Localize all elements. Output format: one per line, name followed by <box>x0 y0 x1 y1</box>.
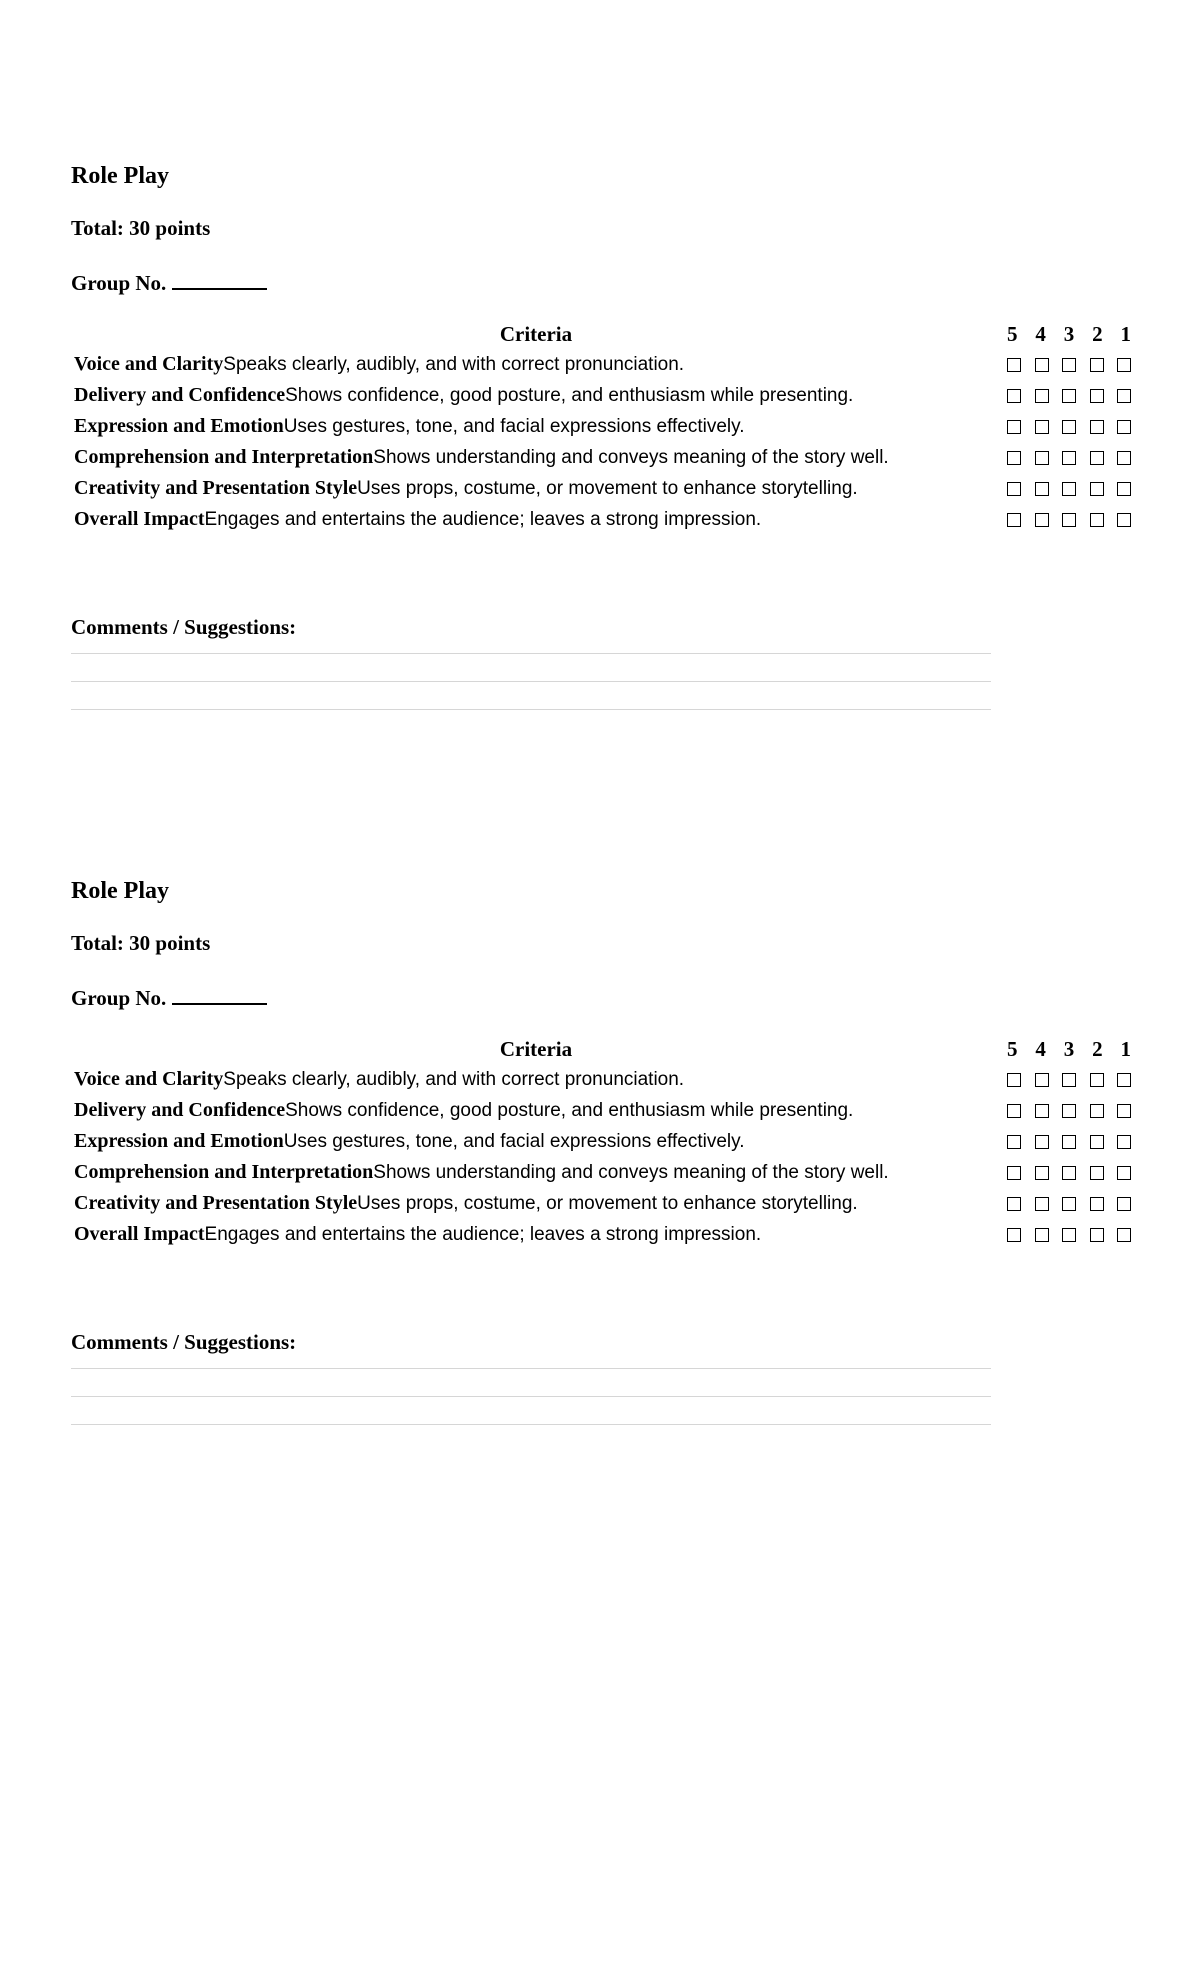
criterion-name: Delivery and Confidence <box>74 384 286 406</box>
score-header-3: 3 <box>1063 1037 1075 1061</box>
score-3-checkbox[interactable] <box>1062 1135 1076 1149</box>
score-2-checkbox[interactable] <box>1090 1104 1104 1118</box>
comments-label: Comments / Suggestions: <box>71 1330 297 1354</box>
score-1-checkbox[interactable] <box>1117 451 1131 465</box>
criterion-text <box>71 349 971 380</box>
rubric-header <box>71 1034 1131 1064</box>
criterion-name: Voice and Clarity <box>74 1068 224 1090</box>
criteria-header: Criteria <box>499 1037 573 1061</box>
criterion-desc: Uses props, costume, or movement to enhance storytelling. <box>357 1193 858 1214</box>
comment-line[interactable] <box>71 653 991 654</box>
score-4-checkbox[interactable] <box>1035 451 1049 465</box>
score-1-checkbox[interactable] <box>1117 1073 1131 1087</box>
score-3-checkbox[interactable] <box>1062 1197 1076 1211</box>
group-number <box>71 984 1131 1012</box>
score-header-4: 4 <box>1035 322 1046 346</box>
score-4-checkbox[interactable] <box>1035 1166 1049 1180</box>
criterion-row <box>71 349 1131 380</box>
score-header-1: 1 <box>1120 322 1131 346</box>
comment-line[interactable] <box>71 1368 991 1369</box>
score-3-checkbox[interactable] <box>1062 389 1076 403</box>
score-1-checkbox[interactable] <box>1117 1104 1131 1118</box>
score-3-checkbox[interactable] <box>1062 1228 1076 1242</box>
score-1-checkbox[interactable] <box>1117 1166 1131 1180</box>
rubric-section-2 <box>71 875 1131 1425</box>
criterion-desc: Uses gestures, tone, and facial expressions effectively. <box>283 416 745 437</box>
score-checkboxes <box>1007 1166 1131 1180</box>
score-4-checkbox[interactable] <box>1035 482 1049 496</box>
comment-line[interactable] <box>71 709 991 710</box>
group-label: Group No. <box>71 986 167 1010</box>
score-checkboxes <box>1007 482 1131 496</box>
score-checkboxes <box>1007 1135 1131 1149</box>
score-1-checkbox[interactable] <box>1117 420 1131 434</box>
score-2-checkbox[interactable] <box>1090 451 1104 465</box>
score-2-checkbox[interactable] <box>1090 1197 1104 1211</box>
criterion-desc: Shows confidence, good posture, and enthusiasm while presenting. <box>285 385 854 406</box>
criterion-text <box>71 1219 971 1250</box>
section-title: Role Play <box>71 878 169 904</box>
comment-line[interactable] <box>71 681 991 682</box>
criterion-text <box>71 1126 971 1157</box>
group-number-blank[interactable] <box>172 985 267 1005</box>
total-points: Total: 30 points <box>71 216 211 240</box>
score-checkboxes <box>1007 358 1131 372</box>
score-4-checkbox[interactable] <box>1035 1104 1049 1118</box>
score-5-checkbox[interactable] <box>1007 1104 1021 1118</box>
score-2-checkbox[interactable] <box>1090 1166 1104 1180</box>
criterion-name: Creativity and Presentation Style <box>74 477 358 499</box>
criterion-row <box>71 1188 1131 1219</box>
criterion-text <box>71 1157 971 1188</box>
criterion-text <box>71 442 971 473</box>
criterion-desc: Speaks clearly, audibly, and with correct pronunciation. <box>223 1069 685 1090</box>
score-3-checkbox[interactable] <box>1062 1073 1076 1087</box>
score-3-checkbox[interactable] <box>1062 1166 1076 1180</box>
score-header-2: 2 <box>1092 322 1103 346</box>
criterion-row <box>71 411 1131 442</box>
criterion-text <box>71 411 971 442</box>
criterion-desc: Uses props, costume, or movement to enhance storytelling. <box>357 478 858 499</box>
comment-line[interactable] <box>71 1396 991 1397</box>
criterion-row <box>71 1064 1131 1095</box>
score-2-checkbox[interactable] <box>1090 1135 1104 1149</box>
score-2-checkbox[interactable] <box>1090 1073 1104 1087</box>
criterion-row <box>71 1219 1131 1250</box>
score-5-checkbox[interactable] <box>1007 420 1021 434</box>
score-1-checkbox[interactable] <box>1117 389 1131 403</box>
comment-line[interactable] <box>71 1424 991 1425</box>
criterion-desc: Engages and entertains the audience; leaves a strong impression. <box>204 1224 762 1245</box>
score-5-checkbox[interactable] <box>1007 513 1021 527</box>
score-1-checkbox[interactable] <box>1117 513 1131 527</box>
score-3-checkbox[interactable] <box>1062 451 1076 465</box>
rubric-table <box>71 319 1131 535</box>
criterion-text <box>71 504 971 535</box>
comments-label: Comments / Suggestions: <box>71 615 297 639</box>
score-2-checkbox[interactable] <box>1090 389 1104 403</box>
score-5-checkbox[interactable] <box>1007 1073 1021 1087</box>
criterion-name: Comprehension and Interpretation <box>74 446 374 468</box>
criterion-text <box>71 1064 971 1095</box>
score-1-checkbox[interactable] <box>1117 482 1131 496</box>
section-title: Role Play <box>71 163 169 189</box>
score-5-checkbox[interactable] <box>1007 482 1021 496</box>
score-header-5: 5 <box>1007 322 1018 346</box>
score-header-3: 3 <box>1063 322 1075 346</box>
score-header-2: 2 <box>1092 1037 1103 1061</box>
criterion-name: Delivery and Confidence <box>74 1099 286 1121</box>
score-3-checkbox[interactable] <box>1062 1104 1076 1118</box>
score-headers <box>1007 1034 1131 1064</box>
score-4-checkbox[interactable] <box>1035 1228 1049 1242</box>
criterion-text <box>71 1188 971 1219</box>
criterion-text <box>71 1095 971 1126</box>
score-checkboxes <box>1007 1073 1131 1087</box>
score-checkboxes <box>1007 1228 1131 1242</box>
score-2-checkbox[interactable] <box>1090 420 1104 434</box>
criterion-row <box>71 473 1131 504</box>
score-4-checkbox[interactable] <box>1035 389 1049 403</box>
score-4-checkbox[interactable] <box>1035 1073 1049 1087</box>
criterion-name: Expression and Emotion <box>74 415 284 437</box>
score-4-checkbox[interactable] <box>1035 358 1049 372</box>
score-4-checkbox[interactable] <box>1035 513 1049 527</box>
criterion-row <box>71 1126 1131 1157</box>
score-3-checkbox[interactable] <box>1062 482 1076 496</box>
group-number <box>71 269 1131 297</box>
score-3-checkbox[interactable] <box>1062 358 1076 372</box>
score-5-checkbox[interactable] <box>1007 451 1021 465</box>
score-1-checkbox[interactable] <box>1117 358 1131 372</box>
score-checkboxes <box>1007 389 1131 403</box>
criterion-name: Overall Impact <box>74 1223 205 1245</box>
score-3-checkbox[interactable] <box>1062 420 1076 434</box>
criterion-desc: Shows understanding and conveys meaning of the story well. <box>373 447 889 468</box>
score-5-checkbox[interactable] <box>1007 1166 1021 1180</box>
rubric-section-1 <box>71 160 1131 710</box>
rubric-header <box>71 319 1131 349</box>
criterion-row <box>71 380 1131 411</box>
score-checkboxes <box>1007 1104 1131 1118</box>
criterion-row <box>71 442 1131 473</box>
criterion-desc: Shows confidence, good posture, and enthusiasm while presenting. <box>285 1100 854 1121</box>
criterion-desc: Speaks clearly, audibly, and with correct pronunciation. <box>223 354 685 375</box>
score-checkboxes <box>1007 420 1131 434</box>
score-checkboxes <box>1007 513 1131 527</box>
score-5-checkbox[interactable] <box>1007 389 1021 403</box>
criterion-row <box>71 1157 1131 1188</box>
score-5-checkbox[interactable] <box>1007 1228 1021 1242</box>
criterion-desc: Uses gestures, tone, and facial expressions effectively. <box>283 1131 745 1152</box>
criteria-header: Criteria <box>499 322 573 346</box>
total-points: Total: 30 points <box>71 931 211 955</box>
score-checkboxes <box>1007 451 1131 465</box>
score-5-checkbox[interactable] <box>1007 1197 1021 1211</box>
criterion-name: Comprehension and Interpretation <box>74 1161 374 1183</box>
criterion-row <box>71 504 1131 535</box>
score-3-checkbox[interactable] <box>1062 513 1076 527</box>
criterion-text <box>71 380 971 411</box>
criterion-desc: Shows understanding and conveys meaning of the story well. <box>373 1162 889 1183</box>
score-4-checkbox[interactable] <box>1035 1135 1049 1149</box>
score-4-checkbox[interactable] <box>1035 420 1049 434</box>
score-headers <box>1007 319 1131 349</box>
criterion-name: Overall Impact <box>74 508 205 530</box>
score-2-checkbox[interactable] <box>1090 482 1104 496</box>
score-2-checkbox[interactable] <box>1090 1228 1104 1242</box>
criterion-name: Voice and Clarity <box>74 353 224 375</box>
criterion-row <box>71 1095 1131 1126</box>
criterion-desc: Engages and entertains the audience; leaves a strong impression. <box>204 509 762 530</box>
score-checkboxes <box>1007 1197 1131 1211</box>
criterion-name: Expression and Emotion <box>74 1130 284 1152</box>
rubric-table <box>71 1034 1131 1250</box>
score-1-checkbox[interactable] <box>1117 1197 1131 1211</box>
score-5-checkbox[interactable] <box>1007 1135 1021 1149</box>
score-header-5: 5 <box>1007 1037 1018 1061</box>
criterion-text <box>71 473 971 504</box>
score-2-checkbox[interactable] <box>1090 358 1104 372</box>
score-4-checkbox[interactable] <box>1035 1197 1049 1211</box>
score-2-checkbox[interactable] <box>1090 513 1104 527</box>
score-1-checkbox[interactable] <box>1117 1228 1131 1242</box>
score-header-4: 4 <box>1035 1037 1046 1061</box>
group-number-blank[interactable] <box>172 270 267 290</box>
score-header-1: 1 <box>1120 1037 1131 1061</box>
score-5-checkbox[interactable] <box>1007 358 1021 372</box>
score-1-checkbox[interactable] <box>1117 1135 1131 1149</box>
group-label: Group No. <box>71 271 167 295</box>
criterion-name: Creativity and Presentation Style <box>74 1192 358 1214</box>
